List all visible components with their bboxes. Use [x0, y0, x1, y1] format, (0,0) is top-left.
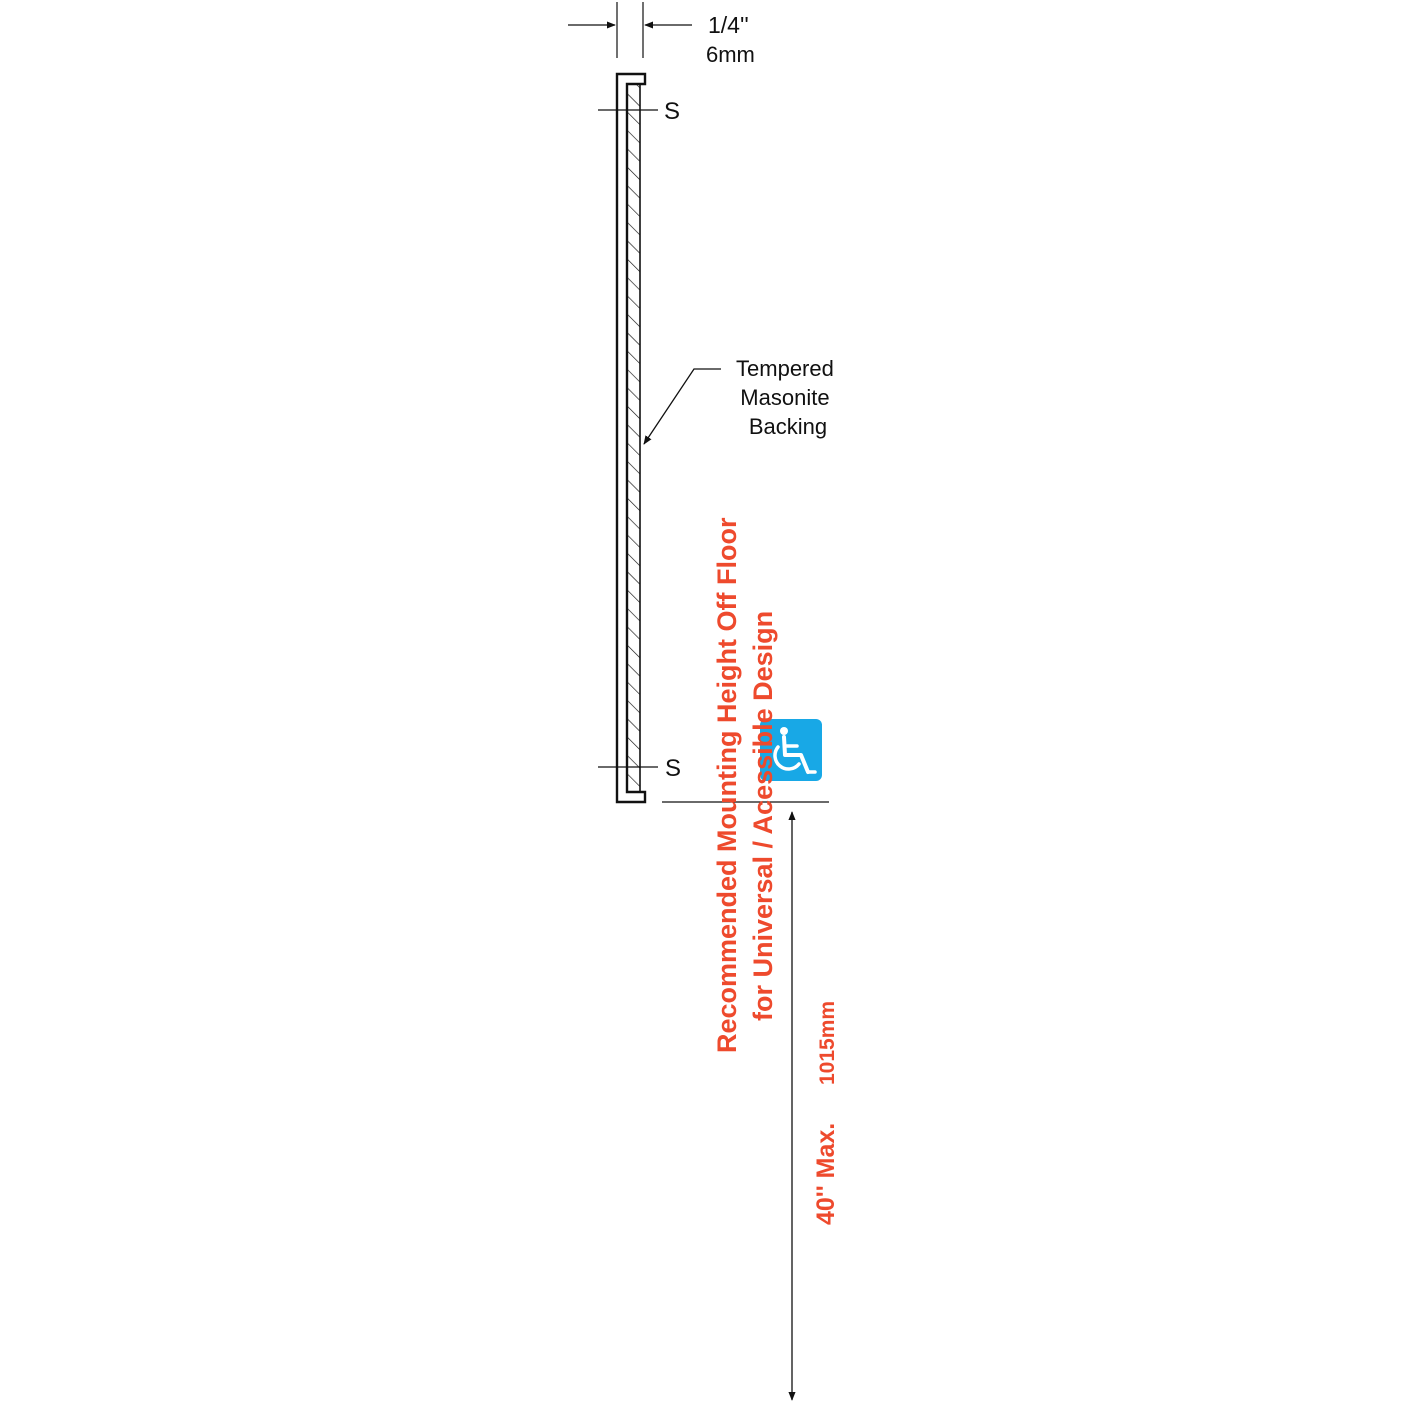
callout-line-2: Masonite: [740, 385, 830, 410]
mirror-cross-section: [617, 74, 645, 802]
callout-line-1: Tempered: [736, 356, 834, 381]
section-label-top: S: [664, 98, 681, 125]
masonite-backing: [627, 84, 640, 792]
mounting-height-dimension: [662, 802, 829, 1400]
backing-callout: [644, 356, 840, 444]
callout-line-3: Backing: [748, 414, 828, 439]
svg-text:Tempered Masonite: [736, 356, 840, 439]
height-metric: 1015mm: [816, 1000, 839, 1085]
section-label-bottom: S: [665, 755, 682, 782]
height-imperial: 40'' Max.: [812, 1122, 840, 1225]
thickness-dimension: [568, 2, 755, 67]
mounting-note: [712, 517, 840, 1225]
thickness-imperial: 1/4'': [708, 12, 749, 38]
mounting-note-line-1: Recommended Mounting Height Off Floor: [712, 517, 742, 1053]
callout-leader: [644, 369, 721, 444]
mounting-note-line-2: for Universal / Acessible Design: [748, 610, 778, 1021]
thickness-metric: 6mm: [706, 42, 755, 67]
